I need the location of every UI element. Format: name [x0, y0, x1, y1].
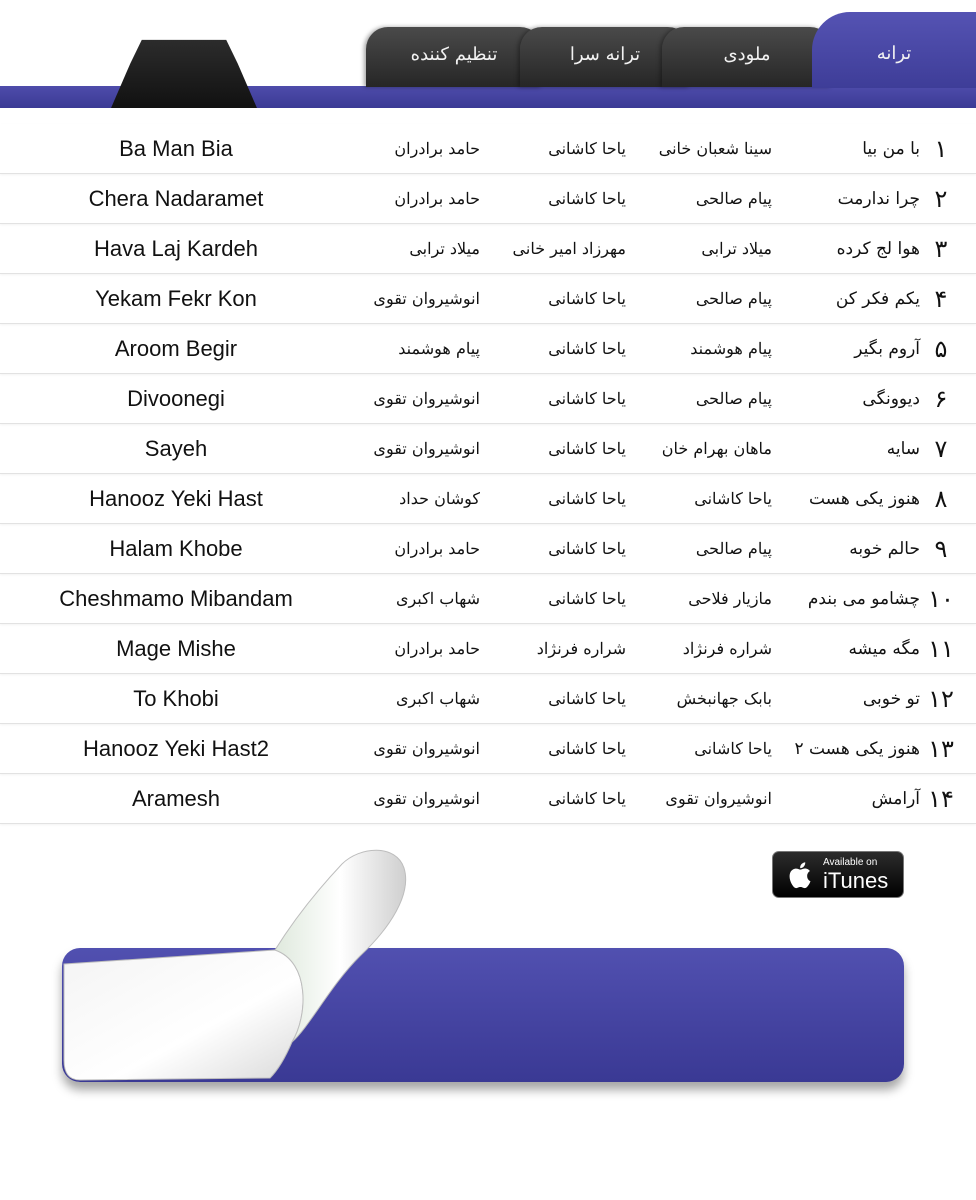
track-arranger: حامد برادران	[394, 189, 480, 208]
track-composer: یاحا کاشانی	[548, 489, 626, 508]
track-number: ۱۰	[928, 584, 954, 613]
track-arranger: پیام هوشمند	[398, 339, 480, 358]
track-title-en: Divoonegi	[127, 385, 225, 411]
track-list	[0, 124, 976, 824]
track-lyricist: یاحا کاشانی	[694, 489, 772, 508]
track-title-en: Halam Khobe	[109, 535, 243, 561]
track-title-en: Hanooz Yeki Hast	[89, 485, 263, 511]
track-arranger: شهاب اکبری	[395, 589, 480, 608]
track-title-fa: آروم بگیر	[854, 338, 920, 359]
track-number: ۶	[934, 384, 948, 413]
track-title-en: Hava Laj Kardeh	[94, 235, 258, 261]
track-row[interactable]	[0, 674, 976, 724]
track-row[interactable]	[0, 774, 976, 824]
track-row[interactable]	[0, 324, 976, 374]
track-number: ۹	[934, 534, 948, 563]
track-number: ۴	[934, 284, 948, 313]
track-composer: یاحا کاشانی	[548, 739, 626, 758]
track-row[interactable]	[0, 424, 976, 474]
track-arranger: انوشیروان تقوی	[373, 789, 480, 808]
track-arranger: انوشیروان تقوی	[373, 439, 480, 458]
track-title-fa: با من بیا	[862, 138, 920, 159]
track-composer: شراره فرنژاد	[536, 639, 626, 658]
page-curl-sticker	[60, 846, 420, 1086]
track-number: ۸	[934, 484, 948, 513]
track-composer: یاحا کاشانی	[548, 289, 626, 308]
track-composer: یاحا کاشانی	[548, 339, 626, 358]
track-arranger: انوشیروان تقوی	[373, 739, 480, 758]
track-number: ۳	[934, 234, 948, 263]
apple-icon	[785, 860, 813, 890]
track-composer: یاحا کاشانی	[548, 389, 626, 408]
track-title-fa: تو خوبی	[862, 688, 920, 709]
track-title-en: Mage Mishe	[116, 635, 236, 661]
track-lyricist: میلاد ترابی	[701, 239, 772, 258]
track-composer: یاحا کاشانی	[548, 789, 626, 808]
track-lyricist: پیام صالحی	[695, 389, 772, 408]
track-row[interactable]	[0, 124, 976, 174]
track-arranger: حامد برادران	[394, 139, 480, 158]
track-row[interactable]	[0, 174, 976, 224]
track-title-fa: یکم فکر کن	[835, 288, 920, 309]
track-number: ۷	[934, 434, 948, 463]
track-arranger: میلاد ترابی	[409, 239, 480, 258]
track-title-en: Sayeh	[144, 435, 208, 461]
track-composer: یاحا کاشانی	[548, 139, 626, 158]
track-title-fa: سایه	[886, 438, 920, 459]
track-title-fa: هوا لج کرده	[836, 238, 920, 259]
track-lyricist: پیام صالحی	[695, 289, 772, 308]
track-lyricist: یاحا کاشانی	[694, 739, 772, 758]
track-title-en: Aramesh	[131, 785, 221, 811]
track-title-en: Ba Man Bia	[119, 135, 233, 161]
track-lyricist: بابک جهانبخش	[676, 689, 772, 708]
track-title-en: Cheshmamo Mibandam	[59, 585, 293, 611]
track-title-fa: چشامو می بندم	[807, 588, 920, 609]
track-title-fa: مگه میشه	[848, 638, 920, 659]
track-row[interactable]	[0, 724, 976, 774]
header	[0, 0, 976, 112]
track-number: ۵	[934, 334, 948, 363]
track-composer: یاحا کاشانی	[548, 439, 626, 458]
track-title-fa: حالم خوبه	[849, 538, 920, 559]
track-row[interactable]	[0, 224, 976, 274]
tab-melody[interactable]: ملودی	[662, 27, 832, 87]
track-arranger: حامد برادران	[394, 639, 480, 658]
track-title-en: Aroom Begir	[114, 335, 238, 361]
tab-arranger[interactable]: تنظیم کننده	[366, 27, 542, 87]
track-title-en: Yekam Fekr Kon	[95, 285, 257, 311]
track-composer: مهرزاد امیر خانی	[512, 239, 626, 258]
tab-lyricist[interactable]: ترانه سرا	[520, 27, 690, 87]
itunes-badge-button[interactable]	[772, 851, 904, 898]
track-arranger: انوشیروان تقوی	[373, 389, 480, 408]
track-composer: یاحا کاشانی	[548, 589, 626, 608]
track-number: ۱۱	[928, 634, 954, 663]
track-lyricist: انوشیروان تقوی	[665, 789, 772, 808]
track-title-fa: هنوز یکی هست	[808, 488, 920, 509]
track-number: ۲	[934, 184, 948, 213]
track-number: ۱۴	[928, 784, 954, 813]
track-row[interactable]	[0, 474, 976, 524]
track-number: ۱۳	[928, 734, 954, 763]
track-number: ۱۲	[928, 684, 954, 713]
track-number: ۱	[934, 134, 948, 163]
track-lyricist: پیام صالحی	[695, 189, 772, 208]
track-lyricist: پیام صالحی	[695, 539, 772, 558]
track-arranger: شهاب اکبری	[395, 689, 480, 708]
track-lyricist: سینا شعبان خانی	[658, 139, 772, 158]
itunes-big-text: iTunes	[823, 867, 889, 893]
track-lyricist: مازیار فلاحی	[688, 589, 772, 608]
track-composer: یاحا کاشانی	[548, 539, 626, 558]
logo-shape	[88, 34, 280, 108]
track-lyricist: ماهان بهرام خان	[661, 439, 772, 458]
track-row[interactable]	[0, 274, 976, 324]
track-row[interactable]	[0, 574, 976, 624]
track-arranger: انوشیروان تقوی	[373, 289, 480, 308]
track-row[interactable]	[0, 374, 976, 424]
track-title-en: To Khobi	[133, 685, 219, 711]
track-title-fa: دیوونگی	[862, 388, 920, 409]
track-lyricist: پیام هوشمند	[690, 339, 772, 358]
track-composer: یاحا کاشانی	[548, 189, 626, 208]
track-composer: یاحا کاشانی	[548, 689, 626, 708]
track-title-fa: چرا ندارمت	[837, 188, 920, 209]
track-title-fa: آرامش	[871, 788, 920, 809]
track-row[interactable]	[0, 624, 976, 674]
track-title-en: Chera Nadaramet	[88, 185, 264, 211]
track-arranger: کوشان حداد	[399, 489, 480, 508]
track-title-fa: هنوز یکی هست ۲	[794, 738, 920, 759]
itunes-small-text: Available on	[823, 856, 878, 868]
track-title-en: Hanooz Yeki Hast2	[83, 735, 269, 761]
track-lyricist: شراره فرنژاد	[682, 639, 772, 658]
tab-song[interactable]: ترانه	[812, 12, 976, 88]
track-row[interactable]	[0, 524, 976, 574]
track-arranger: حامد برادران	[394, 539, 480, 558]
